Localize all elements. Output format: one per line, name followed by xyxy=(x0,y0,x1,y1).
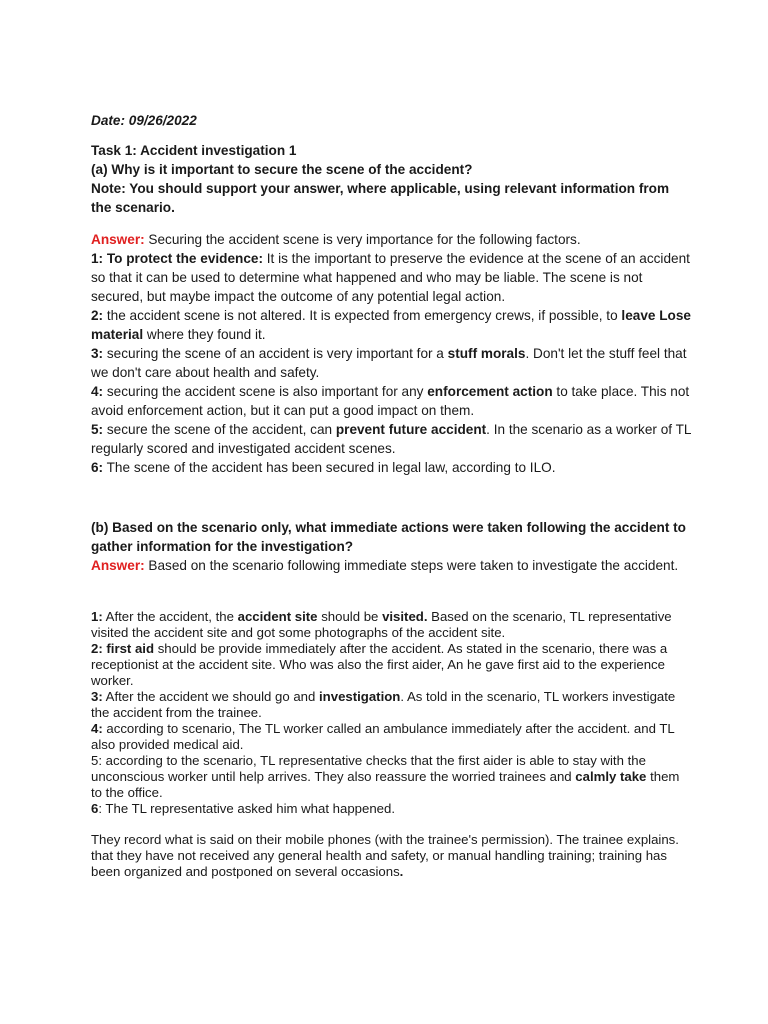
task-title: Task 1: Accident investigation 1 xyxy=(91,143,297,158)
question-a: (a) Why is it important to secure the scene of the accident? xyxy=(91,162,473,177)
closing-paragraph: They record what is said on their mobile phones (with the trainee's permission). The trainee explains. that they have not received any general health and safety, or manual handling training; training has been organized and postponed on several occasions. xyxy=(91,832,679,879)
answer-label-b: Answer: xyxy=(91,558,145,573)
date-line: Date: 09/26/2022 xyxy=(91,113,197,128)
answer-a-intro: Answer: Securing the accident scene is very importance for the following factors. xyxy=(91,232,581,247)
answer-a-point-6: 6: The scene of the accident has been secured in legal law, according to ILO. xyxy=(91,460,556,475)
answer-a-point-5: 5: secure the scene of the accident, can prevent future accident. In the scenario as a worker of TL regularly scored and investigated accident scenes. xyxy=(91,422,691,456)
question-note: Note: You should support your answer, where applicable, using relevant information from the scenario. xyxy=(91,181,670,215)
question-b: (b) Based on the scenario only, what immediate actions were taken following the accident to gather information for the investigation? xyxy=(91,520,686,554)
answer-label: Answer: xyxy=(91,232,145,247)
task-heading xyxy=(91,141,691,217)
answer-b-block xyxy=(91,518,691,575)
answer-b-point-6: 6: The TL representative asked him what happened. xyxy=(91,801,396,816)
answer-b-point-4: 4: according to scenario, The TL worker called an ambulance immediately after the accident. and TL also provided medical aid. xyxy=(91,721,675,752)
answer-a-point-1: 1: To protect the evidence: It is the important to preserve the evidence at the scene of an accident so that it can be used to determine what happened and who may be liable. The scene is not secured, but maybe impact the outcome of any potential legal action. xyxy=(91,251,690,304)
answer-b-point-5: 5: according to the scenario, TL representative checks that the first aider is able to stay with the unconscious worker until help arrives. They also reassure the worried trainees and calmly take them to the office. xyxy=(91,753,680,800)
answer-b-points xyxy=(91,609,691,817)
answer-a-point-4: 4: securing the accident scene is also important for any enforcement action to take place. This not avoid enforcement action, but it can put a good impact on them. xyxy=(91,384,690,418)
answer-a xyxy=(91,230,691,477)
answer-b-point-3: 3: After the accident we should go and investigation. As told in the scenario, TL workers investigate the accident from the trainee. xyxy=(91,689,676,720)
answer-b-intro: Answer: Based on the scenario following immediate steps were taken to investigate the accident. xyxy=(91,558,679,573)
answer-a-point-3: 3: securing the scene of an accident is very important for a stuff morals. Don't let the stuff feel that we don't care about health and safety. xyxy=(91,346,687,380)
answer-b-point-1: 1: After the accident, the accident site should be visited. Based on the scenario, TL representative visited the accident site and got some photographs of the accident site. xyxy=(91,609,672,640)
answer-a-point-2: 2: the accident scene is not altered. It is expected from emergency crews, if possible, to leave Lose material where they found it. xyxy=(91,308,691,342)
answer-b-point-2: 2: first aid should be provide immediately after the accident. As stated in the scenario, there was a receptionist at the accident site. Who was also the first aider, An he gave first aid to the experience worker. xyxy=(91,641,668,688)
